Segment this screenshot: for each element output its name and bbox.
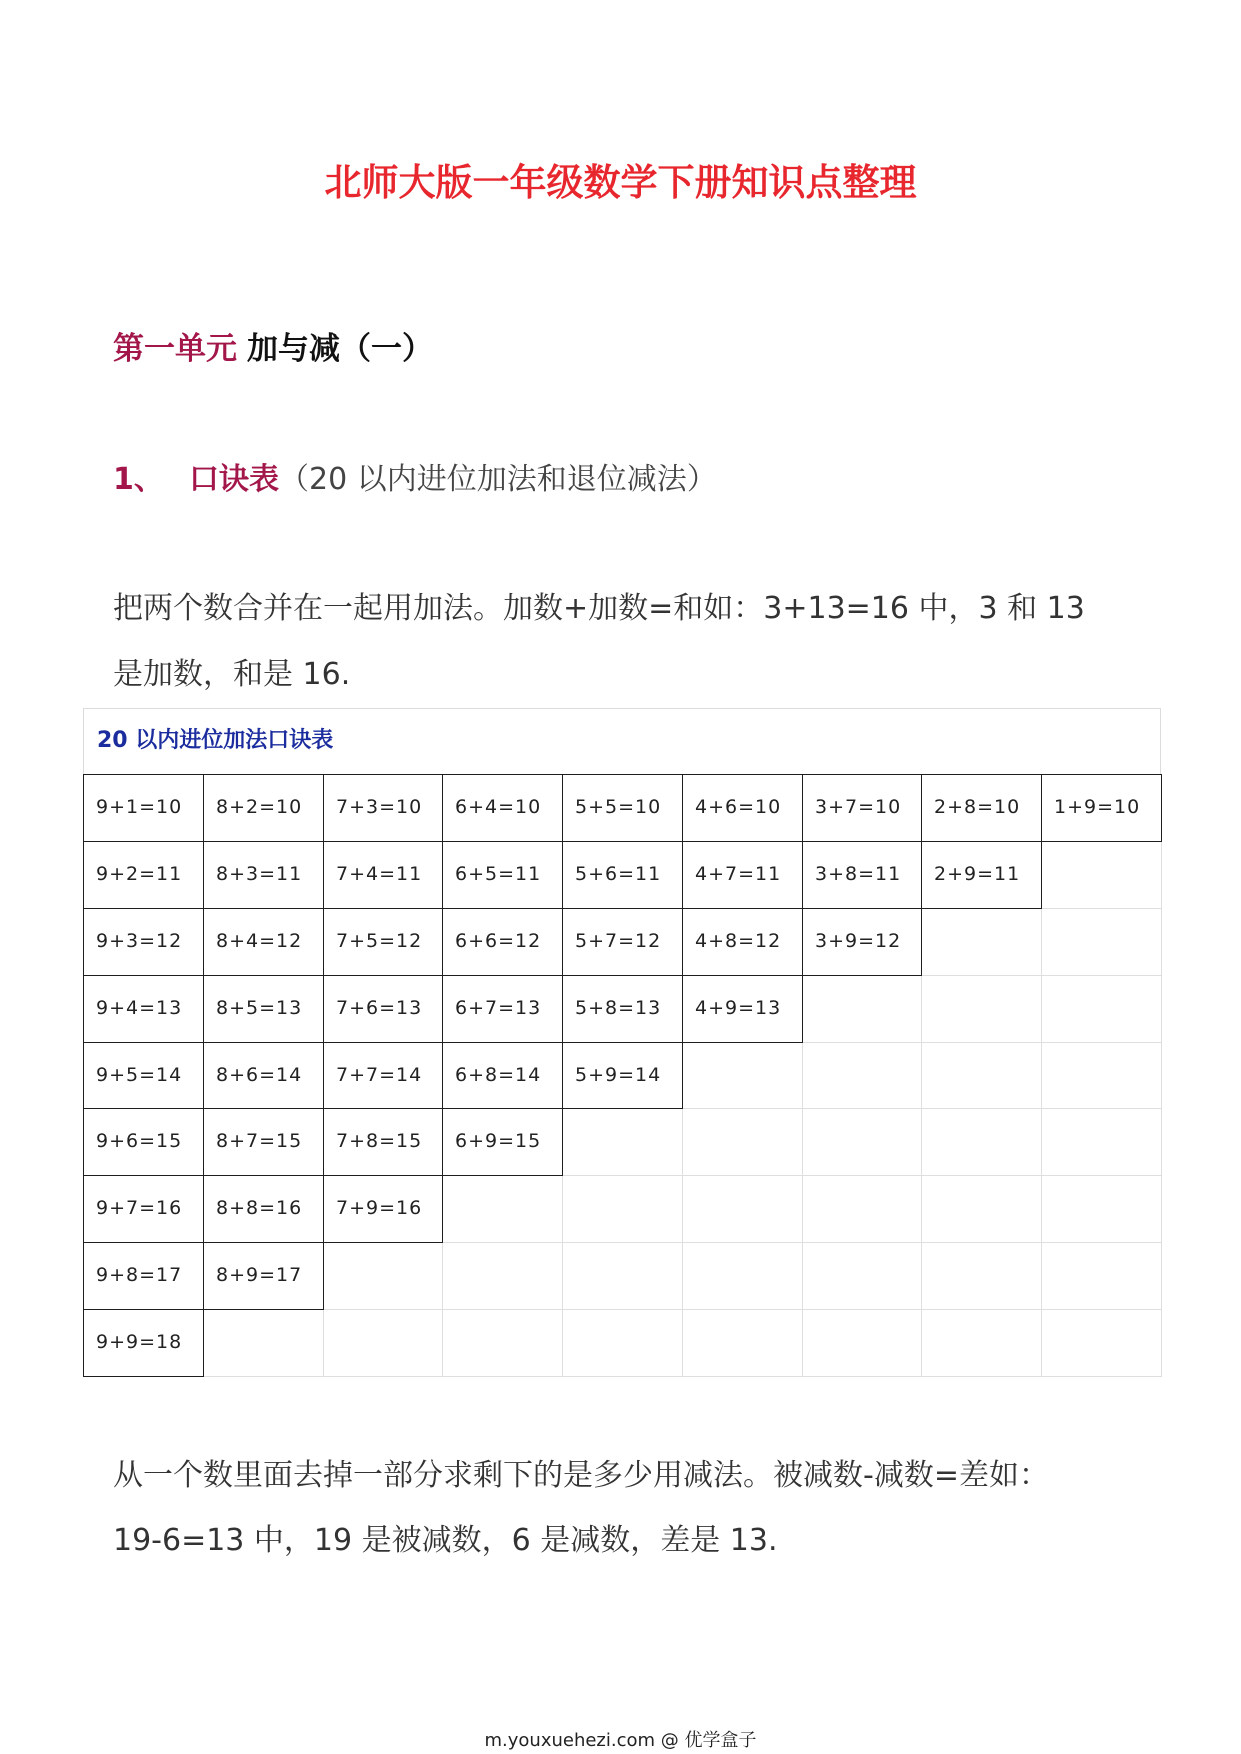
table-cell-empty [921,975,1042,1043]
table-cell: 9+4=13 [83,975,204,1043]
table-cell: 5+5=10 [562,774,683,842]
table-cell: 7+5=12 [323,908,443,976]
table-cell: 3+7=10 [802,774,922,842]
table-cell-empty [562,1175,683,1243]
table-cell-empty [682,1042,803,1109]
table-cell: 5+8=13 [562,975,683,1043]
footer-watermark: m.youxuehezi.com @ 优学盒子 [484,1730,757,1751]
table-cell-empty [921,908,1042,976]
table-cell: 7+4=11 [323,841,443,909]
table-cell: 2+8=10 [921,774,1042,842]
section-note: （20 以内进位加法和退位减法） [279,462,717,497]
table-cell: 9+3=12 [83,908,204,976]
page-title: 北师大版一年级数学下册知识点整理 [324,161,917,204]
table-cell-empty [802,1175,922,1243]
table-cell: 9+1=10 [83,774,204,842]
table-cell: 9+2=11 [83,841,204,909]
table-header: 20 以内进位加法口诀表 [83,708,1161,775]
table-cell-empty [802,975,922,1043]
table-cell: 7+3=10 [323,774,443,842]
unit-name: 加与减（一） [247,331,433,367]
table-cell-empty [442,1309,563,1377]
table-cell: 4+9=13 [682,975,803,1043]
table-cell: 8+7=15 [203,1108,324,1176]
table-cell: 6+7=13 [442,975,563,1043]
table-cell: 3+9=12 [802,908,922,976]
table-cell-empty [1041,1042,1162,1109]
table-cell: 4+6=10 [682,774,803,842]
table-cell-empty [1041,1108,1162,1176]
table-cell: 9+9=18 [83,1309,204,1377]
table-cell: 9+5=14 [83,1042,204,1109]
table-cell: 5+9=14 [562,1042,683,1109]
table-cell-empty [802,1108,922,1176]
table-cell: 7+7=14 [323,1042,443,1109]
unit-heading [113,329,433,369]
table-cell: 4+8=12 [682,908,803,976]
subtraction-paragraph-line-2: 19-6=13 中，19 是被减数，6 是减数，差是 13. [113,1523,778,1558]
table-cell: 7+8=15 [323,1108,443,1176]
table-cell: 8+4=12 [203,908,324,976]
table-cell: 8+5=13 [203,975,324,1043]
table-cell: 9+8=17 [83,1242,204,1310]
table-cell-empty [682,1242,803,1310]
table-cell-empty [323,1242,443,1310]
table-cell: 6+9=15 [442,1108,563,1176]
table-cell-empty [921,1175,1042,1243]
table-cell-empty [562,1309,683,1377]
table-cell-empty [562,1108,683,1176]
table-cell-empty [921,1242,1042,1310]
table-cell: 9+7=16 [83,1175,204,1243]
table-cell: 6+5=11 [442,841,563,909]
table-cell: 3+8=11 [802,841,922,909]
table-cell: 8+9=17 [203,1242,324,1310]
table-cell-empty [442,1242,563,1310]
addition-paragraph-line-2: 是加数，和是 16. [113,657,351,692]
table-cell: 7+6=13 [323,975,443,1043]
table-cell-empty [921,1108,1042,1176]
table-cell: 5+7=12 [562,908,683,976]
table-cell: 1+9=10 [1041,774,1162,842]
table-cell-empty [1041,1175,1162,1243]
table-cell: 8+3=11 [203,841,324,909]
table-cell-empty [1041,1242,1162,1310]
addition-table [83,708,1161,1376]
table-cell-empty [1041,1309,1162,1377]
table-cell: 6+8=14 [442,1042,563,1109]
table-cell-empty [203,1309,324,1377]
section-heading [113,460,717,500]
table-cell-empty [802,1042,922,1109]
table-cell: 6+4=10 [442,774,563,842]
table-cell: 4+7=11 [682,841,803,909]
table-cell-empty [682,1309,803,1377]
table-cell: 7+9=16 [323,1175,443,1243]
table-cell: 6+6=12 [442,908,563,976]
addition-paragraph-line-1: 把两个数合并在一起用加法。加数+加数=和如：3+13=16 中，3 和 13 [113,591,1085,626]
table-cell: 9+6=15 [83,1108,204,1176]
table-cell-empty [1041,975,1162,1043]
table-cell: 5+6=11 [562,841,683,909]
table-cell: 8+2=10 [203,774,324,842]
table-cell-empty [442,1175,563,1243]
table-cell-empty [921,1042,1042,1109]
table-cell-empty [1041,841,1162,909]
unit-label: 第一单元 [113,331,237,367]
table-cell-empty [1041,908,1162,976]
section-name: 口诀表 [189,462,279,497]
table-cell-empty [562,1242,683,1310]
table-cell: 8+8=16 [203,1175,324,1243]
table-cell-empty [682,1108,803,1176]
table-cell: 2+9=11 [921,841,1042,909]
table-cell-empty [682,1175,803,1243]
table-cell-empty [921,1309,1042,1377]
table-cell-empty [323,1309,443,1377]
table-cell-empty [802,1309,922,1377]
subtraction-paragraph-line-1: 从一个数里面去掉一部分求剩下的是多少用减法。被减数-减数=差如： [113,1458,1049,1493]
table-cell-empty [802,1242,922,1310]
table-cell: 8+6=14 [203,1042,324,1109]
section-number: 1、 [113,462,164,497]
